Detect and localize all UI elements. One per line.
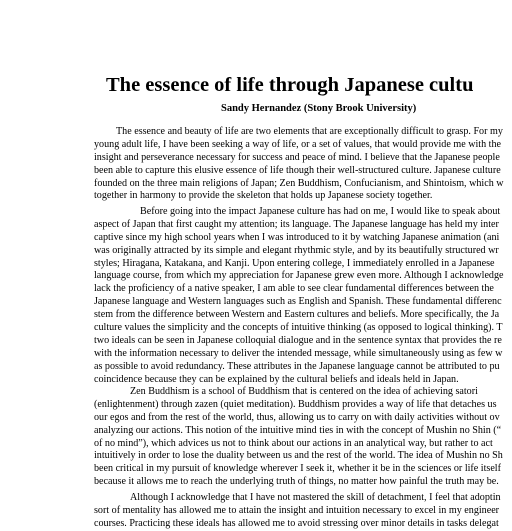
paragraph-line: insight and perseverance necessary for success and peace of mind. I believe that the Japanese people [94, 151, 500, 163]
paragraph-line: The essence and beauty of life are two elements that are exceptionally difficult to grasp. For my [116, 126, 503, 137]
paragraph-line: Although I acknowledge that I have not mastered the skill of detachment, I feel that adoptin [130, 492, 501, 503]
paragraph-line: our egos and from the rest of the world, thus, allowing us to carry on with daily activities without ov [94, 411, 500, 423]
paragraph-line: been critical in my pursuit of knowledge wherever I seek it, whether it be in the sciences or life itself [94, 463, 501, 475]
paragraph-line: with the information necessary to deliver the intended message, while simultaneously using as few w [94, 347, 503, 359]
paragraph-line: two ideals can be seen in Japanese colloquial dialogue and in the sentence syntax that provides the re [94, 334, 502, 346]
paragraph-line: aspect of Japan that first caught my attention; its language. The Japanese language has held my inter [94, 218, 499, 230]
paragraph-line: sort of mentality has allowed me to attain the insight and intuition necessary to excel in my engineer [94, 504, 500, 516]
paragraph-3 [94, 386, 503, 489]
paragraph-line: founded on the three main religions of Japan; Zen Buddhism, Confucianism, and Shintoism, which w [94, 177, 504, 189]
paragraph-1 [94, 126, 504, 203]
paragraph-line: courses. Practicing these ideals has allowed me to avoid stressing over minor details in tasks delegat [94, 517, 499, 529]
paragraph-line: Before going into the impact Japanese culture has had on me, I would like to speak about [140, 206, 501, 217]
paragraph-line: captive since my high school years when I was introduced to it by watching Japanese animation (ani [94, 231, 500, 243]
paragraph-line: stem from the difference between Western and Eastern cultures and beliefs. More specifically, the Ja [94, 309, 500, 321]
paragraph-line: was originally attracted by its simple and elegant rhythmic style, and by its beautifully structured wr [94, 244, 499, 256]
paragraph-line: of no mind”), which advices us not to think about our actions in an analytical way, but rather to act [94, 437, 493, 449]
paragraph-line: intuitively in order to lose the duality between us and the rest of the world. The idea of Mushin no Sh [94, 450, 503, 462]
paragraph-line: been able to capture this elusive essence of life though their well-structured culture. Japanese culture [94, 164, 501, 176]
paragraph-line: styles; Hiragana, Katakana, and Kanji. Upon entering college, I immediately enrolled in a Japanese [94, 257, 495, 269]
paragraph-line: Japanese language and Western languages such as English and Spanish. These fundamental differenc [94, 296, 502, 308]
paragraph-line: young adult life, I have been seeking a way of life, or a set of values, that would provide me with the [94, 138, 501, 150]
paragraph-line: analyzing our actions. This notion of the intuitive mind ties in with the concept of Mushin no Shin (“ [94, 424, 502, 436]
paragraph-line: Zen Buddhism is a school of Buddhism that is centered on the idea of achieving satori [130, 386, 478, 397]
paragraph-line: (enlightenment) through zazen (quiet meditation). Buddhism provides a way of life that detaches us [94, 398, 497, 410]
paragraph-line: together in harmony to provide the skeleton that holds up Japanese society together. [94, 190, 433, 202]
author-line: Sandy Hernandez (Stony Brook University) [221, 103, 417, 114]
paragraph-line: culture values the simplicity and the concepts of intuitive thinking (as opposed to logical thinking). T [94, 322, 503, 334]
paragraph-line: as possible to avoid redundancy. These attributes in the Japanese language cannot be attributed to pu [94, 360, 500, 372]
paragraph-2 [94, 206, 504, 386]
paragraph-line: language course, from which my appreciation for Japanese grew even more. Although I acknowledge [94, 270, 504, 282]
paragraph-line: coincidence because they can be explained by the cultural beliefs and ideals held in Japan. [94, 373, 459, 385]
document-title: The essence of life through Japanese cultu [106, 74, 474, 96]
paragraph-line: lack the proficiency of a native speaker, I am able to see clear fundamental differences between the [94, 283, 494, 295]
paragraph-4 [94, 492, 501, 531]
paragraph-line: because it allows me to reach the underlying truth of things, no matter how painful the truth may be. [94, 476, 499, 488]
